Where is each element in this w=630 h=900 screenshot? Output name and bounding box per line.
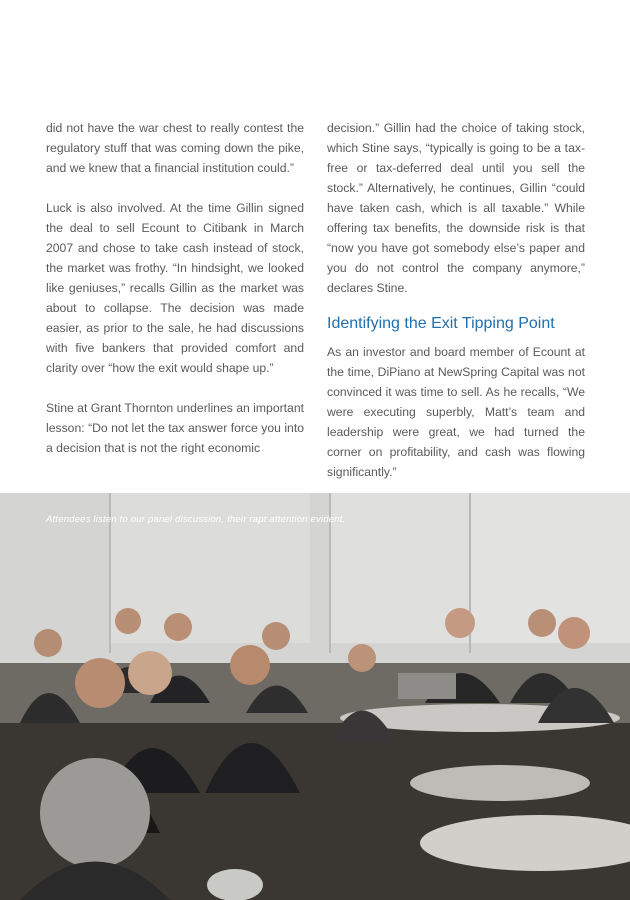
article-columns bbox=[46, 118, 585, 482]
left-column bbox=[46, 118, 304, 482]
right-paragraph-1: decision.” Gillin had the choice of taking stock, which Stine says, “typically is going to be a tax-free or tax-deferred deal until you sell the stock.” Alternatively, he continues, Gillin “could have taken cash, which is all taxable.” While offering tax benefits, the downside risk is that “now you have got somebody else’s paper and you do not control the company anymore,” declares Stine. bbox=[327, 121, 585, 295]
left-paragraph-3: Stine at Grant Thornton underlines an important lesson: “Do not let the tax answer force you into a decision that is not the right economic bbox=[46, 401, 304, 455]
photo-caption: Attendees listen to our panel discussion, their rapt attention evident. bbox=[46, 514, 346, 525]
right-paragraph-2: As an investor and board member of Ecount at the time, DiPiano at NewSpring Capital was not convinced it was time to sell. As he recalls, “We were executing superbly, Matt’s team and leadership were great, we had turned the corner on profitability, and cash was flowing significantly.” bbox=[327, 345, 585, 479]
conference-photo-illustration bbox=[0, 493, 630, 900]
section-heading: Identifying the Exit Tipping Point bbox=[327, 315, 555, 332]
left-paragraph-2: Luck is also involved. At the time Gillin signed the deal to sell Ecount to Citibank in March 2007 and chose to take cash instead of stock, the market was frothy. “In hindsight, we looked like geniuses,” recalls Gillin as the market was about to collapse. The decision was made easier, as prior to the sale, he had discussions with five bankers that provided comfort and clarity over “how the exit would shape up.” bbox=[46, 201, 304, 375]
right-column bbox=[327, 118, 585, 482]
left-paragraph-1: did not have the war chest to really contest the regulatory stuff that was coming down the pike, and we knew that a financial institution could.” bbox=[46, 121, 304, 175]
conference-photo bbox=[0, 493, 630, 900]
